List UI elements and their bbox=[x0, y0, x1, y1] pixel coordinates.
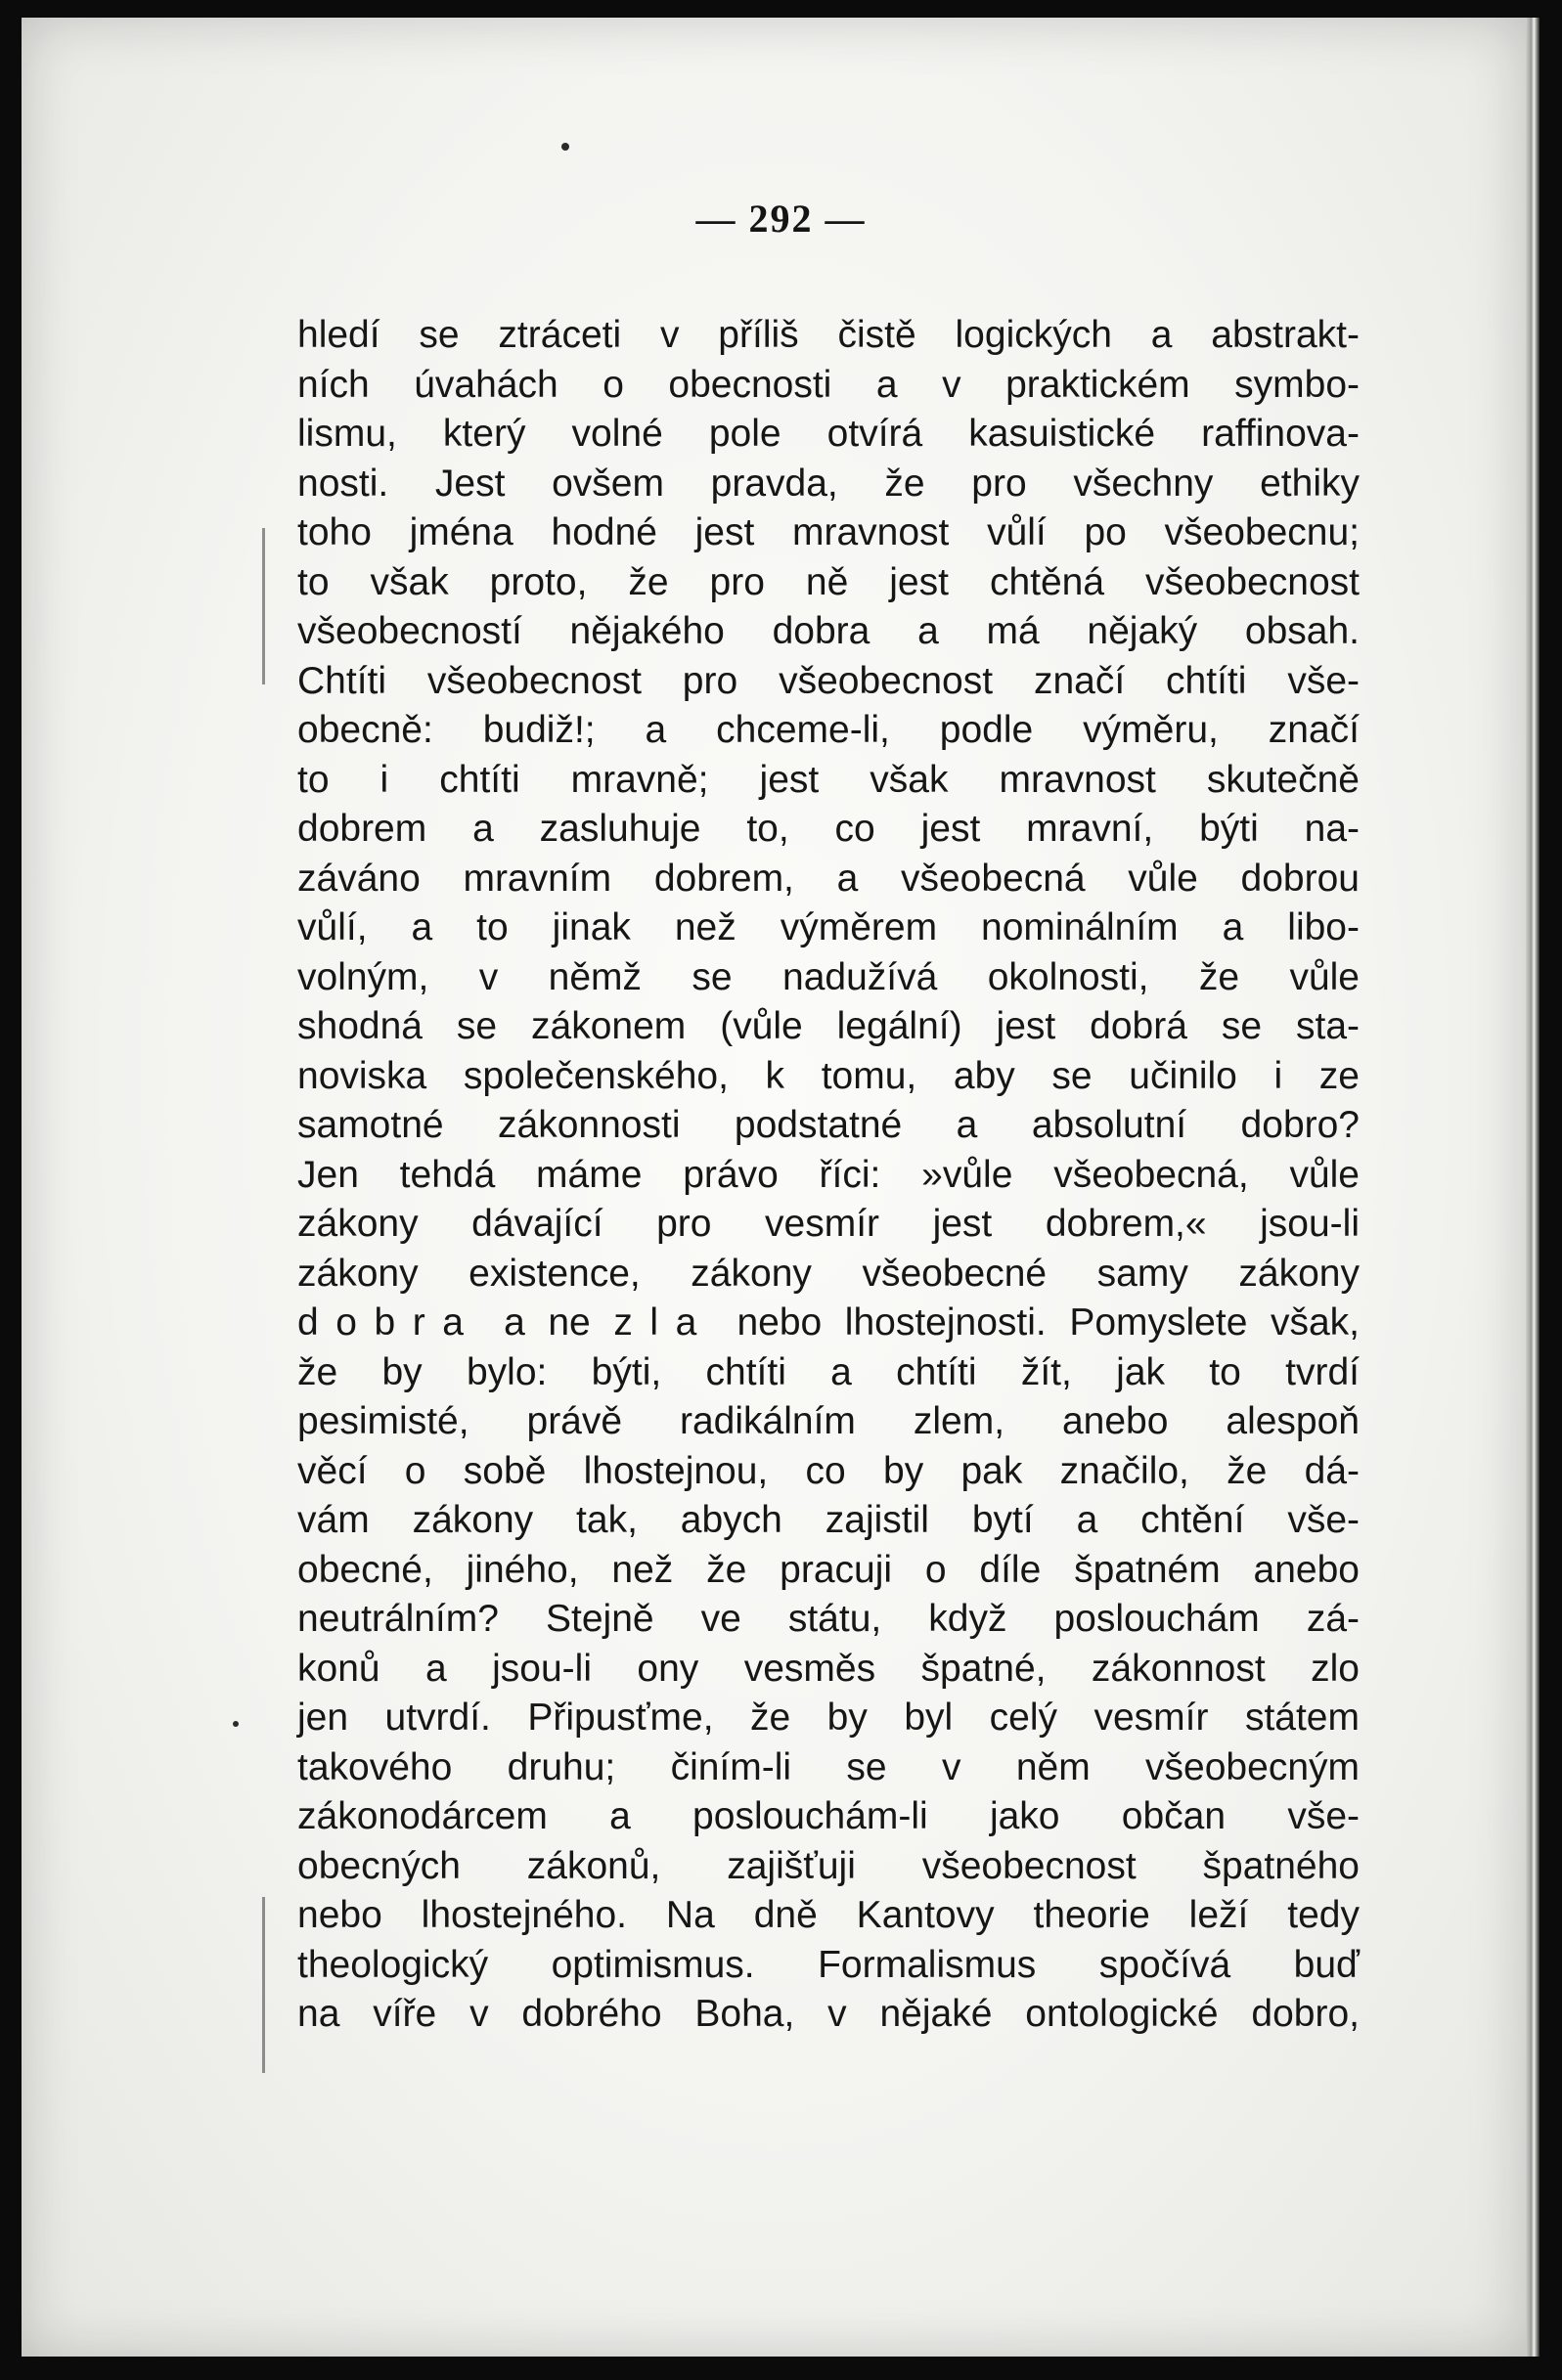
text-line: vůlí, a to jinak než výměrem nominálním a libo- bbox=[297, 906, 1360, 948]
text-line: jen utvrdí. Připusťme, že by byl celý vesmír státem bbox=[297, 1697, 1360, 1739]
text-line: obecných zákonů, zajišťuji všeobecnost špatného bbox=[297, 1844, 1360, 1887]
text-line: obecné, jiného, než že pracuji o díle špatném anebo bbox=[297, 1548, 1360, 1591]
text-line: theologický optimismus. Formalismus spočívá buď bbox=[297, 1943, 1360, 1986]
text-line: Chtíti všeobecnost pro všeobecnost značí chtíti vše- bbox=[297, 659, 1360, 702]
text-line: samotné zákonnosti podstatné a absolutní dobro? bbox=[297, 1104, 1360, 1146]
text-line: noviska společenského, k tomu, aby se učinilo i ze bbox=[297, 1054, 1360, 1097]
page-number: — 292 — bbox=[695, 197, 867, 241]
text-line: vám zákony tak, abych zajistil bytí a chtění vše- bbox=[297, 1499, 1360, 1541]
text-line: nebo lhostejného. Na dně Kantovy theorie leží tedy bbox=[297, 1894, 1360, 1936]
text-line: shodná se zákonem (vůle legální) jest dobrá se sta- bbox=[297, 1005, 1360, 1047]
text-line: toho jména hodné jest mravnost vůlí po všeobecnu; bbox=[297, 511, 1360, 553]
speck bbox=[233, 1721, 239, 1727]
text-line: takového druhu; činím-li se v něm všeobecným bbox=[297, 1745, 1360, 1788]
text-line: na víře v dobrého Boha, v nějaké ontologické dobro, bbox=[297, 1993, 1360, 2035]
speck bbox=[561, 143, 569, 151]
text-line: to i chtíti mravně; jest však mravnost skutečně bbox=[297, 758, 1360, 801]
text-line: zákonodárcem a poslouchám-li jako občan vše- bbox=[297, 1795, 1360, 1837]
text-line: Jen tehdá máme právo říci: »vůle všeobecná, vůle bbox=[297, 1153, 1360, 1196]
text-line: neutrálním? Stejně ve státu, když poslouchám zá- bbox=[297, 1598, 1360, 1640]
text-line: lismu, který volné pole otvírá kasuistické raffinova- bbox=[297, 413, 1360, 455]
text-line: věcí o sobě lhostejnou, co by pak značilo, že dá- bbox=[297, 1449, 1360, 1492]
text-line: to však proto, že pro ně jest chtěná všeobecnost bbox=[297, 560, 1360, 603]
text-line: obecně: budiž!; a chceme-li, podle výměru, značí bbox=[297, 709, 1360, 751]
text-line: že by bylo: býti, chtíti a chtíti žít, jak to tvrdí bbox=[297, 1350, 1360, 1393]
text-line: pesimisté, právě radikálním zlem, anebo alespoň bbox=[297, 1400, 1360, 1442]
spaced-word-zla: zla bbox=[613, 1301, 714, 1344]
text-line: ních úvahách o obecnosti a v praktickém symbo- bbox=[297, 363, 1360, 406]
text-line: hledí se ztráceti v příliš čistě logických a abstrakt- bbox=[297, 314, 1360, 356]
spaced-word-dobra: dobra bbox=[297, 1301, 481, 1344]
body-text bbox=[297, 311, 1360, 2040]
text-line: zákony existence, zákony všeobecné samy zákony bbox=[297, 1252, 1360, 1295]
emphasis-line bbox=[297, 1299, 1360, 1348]
margin-pencil-mark bbox=[262, 528, 265, 684]
plain-words: a ne bbox=[504, 1301, 591, 1344]
text-line: zákony dávající pro vesmír jest dobrem,« jsou-li bbox=[297, 1203, 1360, 1245]
margin-pencil-mark bbox=[262, 1897, 265, 2073]
page-edge bbox=[1526, 18, 1540, 2357]
text-line: záváno mravním dobrem, a všeobecná vůle dobrou bbox=[297, 857, 1360, 900]
line-rest: nebo lhostejnosti. Pomyslete však, bbox=[736, 1301, 1361, 1344]
text-line: nosti. Jest ovšem pravda, že pro všechny ethiky bbox=[297, 462, 1360, 505]
text-line: volným, v němž se nadužívá okolnosti, že vůle bbox=[297, 955, 1360, 998]
text-line: všeobecností nějakého dobra a má nějaký obsah. bbox=[297, 610, 1360, 652]
text-line: konů a jsou-li ony vesměs špatné, zákonnost zlo bbox=[297, 1647, 1360, 1690]
text-line: dobrem a zasluhuje to, co jest mravní, býti na- bbox=[297, 808, 1360, 850]
